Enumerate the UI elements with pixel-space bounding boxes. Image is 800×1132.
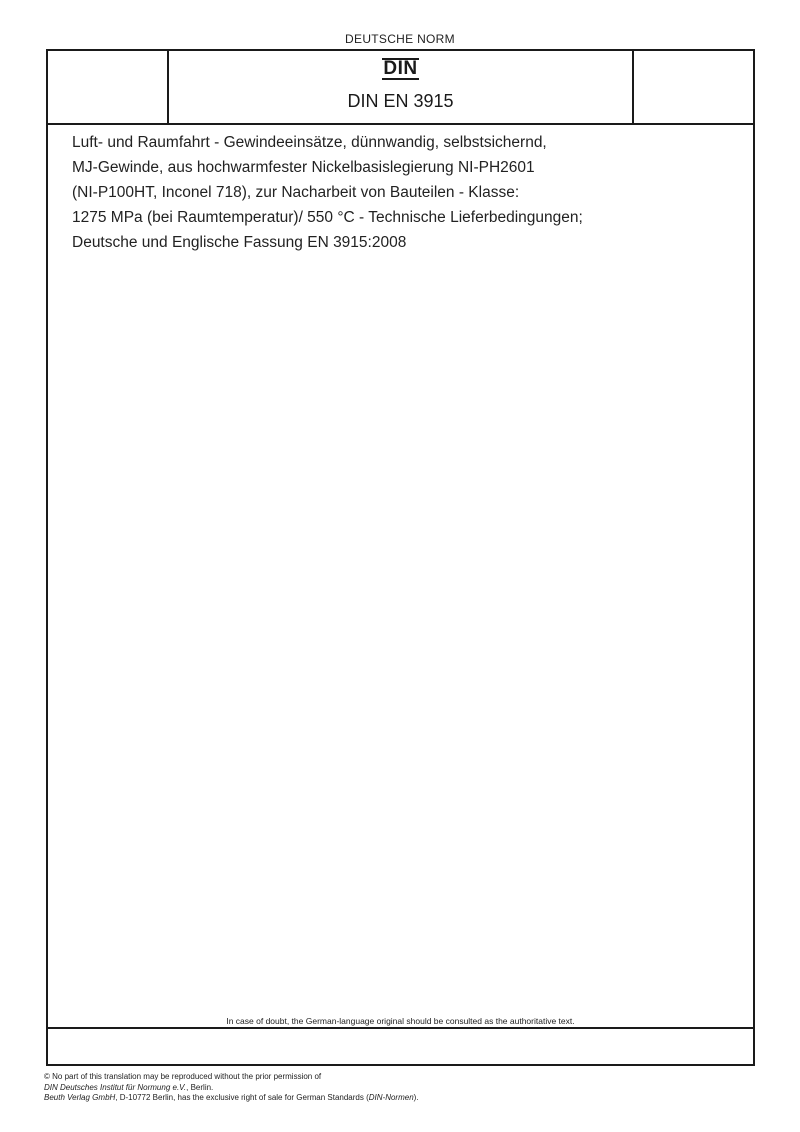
din-logo-text: DIN	[383, 58, 418, 79]
publisher-name: Beuth Verlag GmbH	[44, 1093, 116, 1102]
title-line: 1275 MPa (bei Raumtemperatur)/ 550 °C - Technische Lieferbedingungen;	[72, 209, 583, 226]
title-line: Deutsche und Englische Fassung EN 3915:2008	[72, 234, 407, 251]
header-row	[48, 51, 753, 125]
copyright-line-2	[44, 1083, 419, 1094]
din-normen-term: DIN-Normen	[368, 1093, 414, 1102]
din-logo	[169, 58, 632, 80]
title-line: (NI-P100HT, Inconel 718), zur Nacharbeit von Bauteilen - Klasse:	[72, 184, 520, 201]
copyright-line-3	[44, 1093, 419, 1104]
copyright-line-1: © No part of this translation may be reproduced without the prior permission of	[44, 1072, 322, 1081]
header-cell-left	[48, 51, 169, 123]
header-cell-right	[632, 51, 753, 123]
header-center	[169, 51, 632, 123]
copyright-line-3-mid: , D-10772 Berlin, has the exclusive right of sale for German Standards (	[115, 1093, 369, 1102]
document-title	[72, 130, 692, 255]
din-institute-name: DIN Deutsches Institut für Normung e.V.	[44, 1082, 187, 1092]
title-line: MJ-Gewinde, aus hochwarmfester Nickelbasislegierung NI-PH2601	[72, 159, 535, 176]
copyright-line-3-end: ).	[413, 1093, 419, 1102]
standard-type-label: DEUTSCHE NORM	[345, 32, 455, 46]
copyright-line-2-rest: , Berlin.	[186, 1082, 214, 1092]
document-number: DIN EN 3915	[347, 91, 454, 111]
copyright-notice	[44, 1072, 419, 1104]
authoritative-text-note: In case of doubt, the German-language original should be consulted as the authoritative text.	[226, 1016, 575, 1026]
footer-row	[48, 1027, 753, 1064]
title-line: Luft- und Raumfahrt - Gewindeeinsätze, dünnwandig, selbstsichernd,	[72, 134, 547, 151]
